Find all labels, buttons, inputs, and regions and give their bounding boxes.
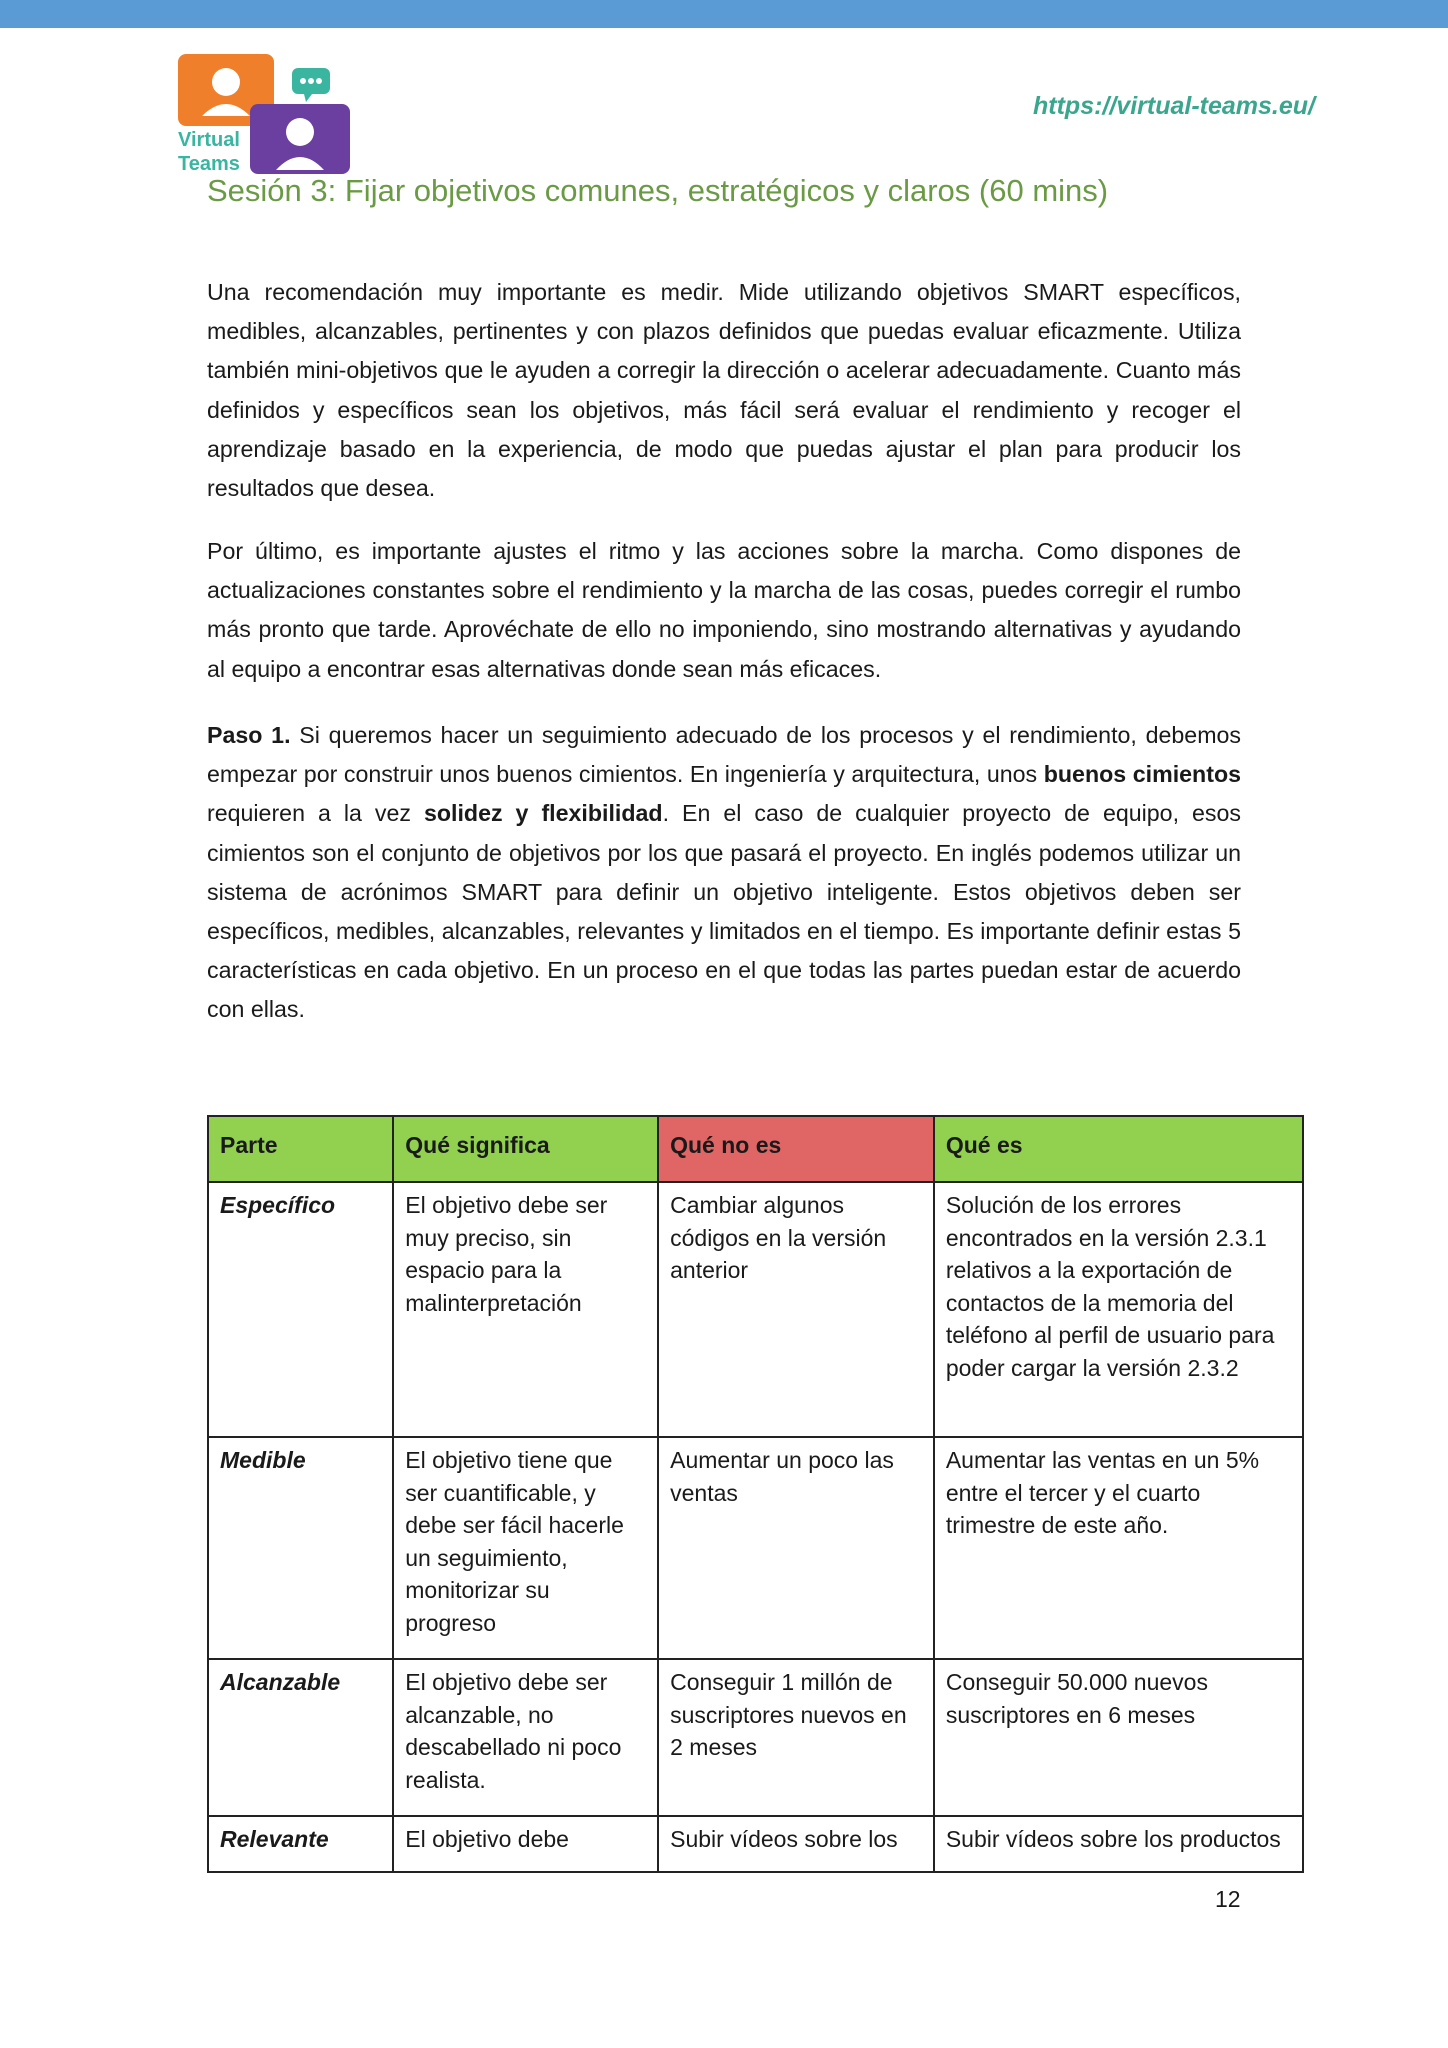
svg-text:Virtual: Virtual — [178, 129, 240, 151]
table-cell-is: Solución de los errores encontrados en la versión 2.3.1 relativos a la exportación de contactos de la memoria del teléfono al perfil de usuario para poder cargar la versión 2.3.2 — [934, 1182, 1303, 1437]
table-cell-is: Subir vídeos sobre los productos — [934, 1816, 1303, 1872]
top-color-bar — [0, 0, 1448, 28]
header-cell-parte: Parte — [208, 1116, 393, 1182]
table-cell-part: Medible — [208, 1437, 393, 1659]
header-url[interactable]: https://virtual-teams.eu/ — [1033, 92, 1315, 120]
virtual-teams-logo — [176, 52, 352, 178]
table-cell-meaning: El objetivo debe ser muy preciso, sin espacio para la malinterpretación — [393, 1182, 658, 1437]
header-cell-no-es: Qué no es — [658, 1116, 934, 1182]
header-cell-es: Qué es — [934, 1116, 1303, 1182]
smart-table — [207, 1115, 1304, 1873]
table-cell-is: Conseguir 50.000 nuevos suscriptores en 6 meses — [934, 1659, 1303, 1816]
table-cell-not: Subir vídeos sobre los — [658, 1816, 934, 1872]
page-number: 12 — [1215, 1886, 1241, 1912]
table-cell-meaning: El objetivo tiene que ser cuantificable, y debe ser fácil hacerle un seguimiento, monitorizar su progreso — [393, 1437, 658, 1659]
bold-phrase: solidez y flexibilidad — [423, 800, 663, 827]
table-cell-part: Relevante — [208, 1816, 393, 1872]
table-cell-meaning: El objetivo debe — [393, 1816, 658, 1872]
step-label: Paso 1. — [207, 722, 291, 748]
session-title: Sesión 3: Fijar objetivos comunes, estratégicos y claros (60 mins) — [207, 173, 1109, 208]
paragraph-step1 — [207, 716, 1241, 1030]
paragraph-adjust: Por último, es importante ajustes el ritmo y las acciones sobre la marcha. Como dispones de actualizaciones constantes sobre el rendimiento y la marcha de las cosas, puedes corregir el rumbo más pronto que tarde. Aprovéchate de ello no imponiendo, sino mostrando alternativas y ayudando al equipo a encontrar esas alternativas donde sean más eficaces. — [207, 538, 1241, 682]
svg-text:Teams: Teams — [178, 153, 240, 175]
step-text: Si queremos hacer un seguimiento adecuado de los procesos y el rendimiento, debemos empezar por construir unos buenos cimientos. En ingeniería y arquitectura, unos — [207, 722, 1242, 788]
table-cell-part: Alcanzable — [208, 1659, 393, 1816]
table-cell-is: Aumentar las ventas en un 5% entre el tercer y el cuarto trimestre de este año. — [934, 1437, 1303, 1659]
table-row — [208, 1437, 1303, 1659]
paragraph-measure: Una recomendación muy importante es medir. Mide utilizando objetivos SMART específicos, medibles, alcanzables, pertinentes y con plazos definidos que puedas evaluar eficazmente. Utiliza también mini-objetivos que le ayuden a corregir la dirección o acelerar adecuadamente. Cuanto más definidos y específicos sean los objetivos, más fácil será evaluar el rendimiento y recoger el aprendizaje basado en la experiencia, de modo que puedas ajustar el plan para producir los resultados que desea. — [207, 279, 1241, 502]
table-row — [208, 1659, 1303, 1816]
table-cell-part: Específico — [208, 1182, 393, 1437]
step-text: . En el caso de cualquier proyecto de equipo, esos cimientos son el conjunto de objetivos por los que pasará el proyecto. En inglés podemos utilizar un sistema de acrónimos SMART para definir un objetivo inteligente. Estos objetivos deben ser específicos, medibles, alcanzables, relevantes y limitados en el tiempo. Es importante definir estas 5 características en cada objetivo. En un proceso en el que todas las partes puedan estar de acuerdo con ellas. — [207, 800, 1241, 1023]
table-cell-not: Conseguir 1 millón de suscriptores nuevos en 2 meses — [658, 1659, 934, 1816]
table-header-row — [208, 1116, 1303, 1182]
table-cell-meaning: El objetivo debe ser alcanzable, no descabellado ni poco realista. — [393, 1659, 658, 1816]
header-cell-significa: Qué significa — [393, 1116, 658, 1182]
table-cell-not: Aumentar un poco las ventas — [658, 1437, 934, 1659]
bold-phrase: buenos cimientos — [1043, 761, 1242, 788]
step-text: requieren a la vez — [207, 800, 424, 827]
table-row — [208, 1182, 1303, 1437]
table-row — [208, 1816, 1303, 1872]
table-cell-not: Cambiar algunos códigos en la versión anterior — [658, 1182, 934, 1437]
